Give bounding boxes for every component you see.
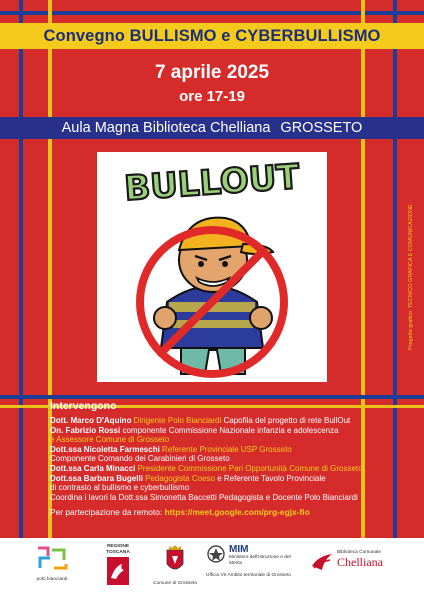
city-crest-icon [163,544,187,576]
bullout-illustration [97,152,327,382]
venue-band [0,117,424,139]
character-fist-right [250,307,272,329]
bullout-artwork [97,152,327,382]
speakers-section [50,400,380,517]
remote-participation: Per partecipazione da remoto: https://meet.google.com/prg-egjx-fio [50,507,310,518]
pegasus-icon [106,556,130,586]
character-eye-right [222,261,228,267]
speaker-line: e Assessore Comune di Grosseto [50,435,170,445]
speaker-line: Coordina i lavori la Dott.ssa Simonetta Baccetti Pedagogista e Docente Polo Bianciardi [50,492,358,502]
title-band [0,23,424,49]
frame-stripe-blue-bottom [0,395,424,399]
speaker-line: On. Fabrizio Rossi componente Commissione Nazionale infanzia e adolescenza [50,425,339,435]
character-fist-left [154,307,176,329]
speaker-line: Dott.ssa Carla Minacci Presidente Commissione Pari Opportunità Comune di Grosseto [50,463,363,473]
event-date: 7 aprile 2025 [154,62,270,83]
remote-link[interactable]: https://meet.google.com/prg-egjx-fio [164,507,310,518]
biblioteca-chelliana-logo: Biblioteca Comunale Chelliana [310,544,410,572]
speaker-line: Componente Comando dei Carabinieri di Grosseto [50,454,230,464]
character-eye-left [198,261,204,267]
comune-grosseto-logo: Comune di Grosseto [150,544,200,587]
speaker-line: Dott. Marco D'Aquino Dirigente Polo Bianciardi Capofila del progetto di rete BullOut [50,416,351,425]
venue-city: GROSSETO [280,120,363,136]
bullout-text: BULLOUT [123,156,301,210]
italy-emblem-icon [206,544,226,568]
speaker-list [50,416,380,502]
speaker-line: Dott.ssa Barbara Bugelli Pedagogista Coeso e Referente Tavolo Provinciale [50,473,326,483]
poster-title: Convegno BULLISMO e CYBERBULLISMO [43,26,381,45]
graphic-credit: Progetto grafico: TECNICO GRAFICA E COMUNICAZIONE [408,204,414,350]
regione-toscana-logo: REGIONE TOSCANA [96,544,140,591]
polo-bianciardi-logo: polo bianciardi [28,544,76,583]
bullout-lettering [123,157,302,209]
speaker-line: di contrasto al bullismo e cyberbullismo [50,483,190,493]
logo-strip [0,538,424,600]
venue-name: Aula Magna Biblioteca Chelliana GROSSETO [61,120,363,136]
speakers-heading: Intervengono [50,400,117,412]
book-icon [310,550,334,572]
event-time: ore 17-19 [179,88,245,105]
polo-bianciardi-icon [34,544,70,572]
mim-logo: MIM Ministero dell'Istruzione e del Merito Ufficio VII Ambito territoriale di Grosseto [206,544,291,578]
speaker-line: Dott.ssa Nicoletta Farmeschi Referente Provinciale USP Grosseto [50,444,292,454]
